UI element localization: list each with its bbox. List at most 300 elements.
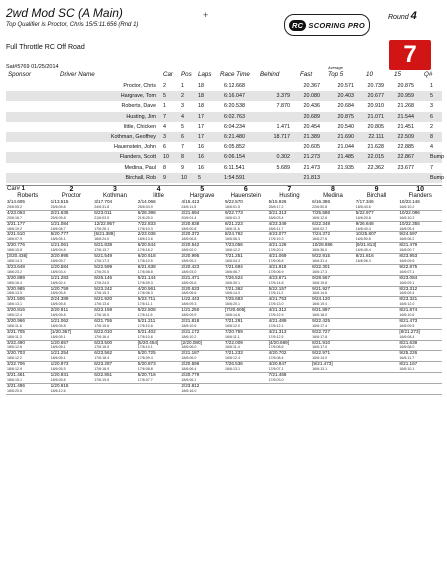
lap-projection: 21/6:25.0 — [137, 215, 153, 220]
lap-time: 4/20.847 — [268, 361, 287, 367]
lap-projection: 18/6:06.8 — [181, 237, 197, 242]
lap-cell — [268, 308, 312, 319]
lap-row — [6, 221, 442, 232]
result-c10: 22.111 — [368, 133, 384, 140]
lap-time: 5/21.144 — [137, 274, 156, 280]
lap-time: 1/21.283 — [50, 274, 69, 280]
lap-cell — [398, 254, 442, 265]
lap-projection: 17/6:24.5 — [94, 280, 110, 285]
lap-time: 5/23.711 — [137, 296, 156, 302]
lap-time: 8/21.479 — [399, 242, 418, 248]
lap-time: 9/21.897 — [312, 307, 331, 313]
lap-driver-name: Kothman — [102, 193, 127, 199]
lap-projection: 16/6:14.6 — [224, 313, 240, 318]
lap-cell — [93, 243, 137, 254]
lap-projection: 17/6:10.8 — [137, 323, 153, 328]
lap-time: 3/20.776 — [7, 242, 25, 248]
lap-row — [6, 254, 442, 265]
result-car: 10 — [163, 154, 169, 161]
lap-time: 4/21.753 — [268, 296, 287, 302]
lap-projection: 16/6:08.4 — [399, 334, 415, 339]
lap-projection: 18/6:00.8 — [181, 226, 197, 231]
track-name: Full Throttle RC Off Road — [6, 44, 85, 51]
lap-cell — [355, 351, 399, 362]
lap-cell — [311, 254, 355, 265]
lap-time: 9/28.567 — [312, 274, 331, 280]
result-row — [6, 112, 442, 122]
lap-cell — [6, 318, 50, 329]
lap-cell — [137, 351, 181, 362]
lap-time: 1/21.250 — [181, 307, 200, 313]
lap-projection: 16/6:17.3 — [312, 269, 328, 274]
result-c15: 21.544 — [397, 113, 414, 120]
result-behind: 5.689 — [276, 164, 290, 171]
lap-time: 9/25.226 — [399, 350, 418, 356]
lap-time: 3/20.816 — [7, 307, 25, 313]
result-driver: Birchall, Rob — [125, 174, 156, 181]
lap-time: 3/20.889 — [7, 274, 25, 280]
lap-time: 8/21.816 — [355, 253, 374, 259]
lap-time: 9/22.971 — [312, 350, 331, 356]
lap-projection: 16/6:06.3 — [224, 237, 240, 242]
lap-cell — [6, 373, 50, 384]
lap-cell — [355, 340, 399, 351]
lap-projection: 18/6:13.1 — [7, 302, 22, 307]
lap-cell — [268, 318, 312, 329]
lap-time: 3/23.648 — [7, 263, 25, 269]
lap-driver-name: Roberts — [17, 193, 39, 199]
lap-projection: 18/6:03.0 — [181, 269, 197, 274]
lap-time: 6/23.562 — [94, 350, 113, 356]
lap-projection: 17/6:07.7 — [137, 377, 153, 382]
lap-time: 6/21.638 — [137, 263, 156, 269]
lap-projection: 16/6:10.1 — [399, 367, 415, 372]
lap-cell — [355, 210, 399, 221]
lap-projection: 17/6:15.6 — [94, 323, 110, 328]
result-row — [6, 91, 442, 101]
lap-cell — [311, 210, 355, 221]
lap-cell — [180, 383, 224, 394]
lap-cell — [224, 200, 268, 210]
lap-cell — [398, 383, 442, 394]
result-top5: 20.403 — [337, 93, 354, 100]
col-10: 10 — [366, 71, 373, 78]
lap-time: 2/14.066 — [137, 199, 156, 204]
lap-cell — [224, 210, 268, 221]
lap-cell — [355, 221, 399, 232]
lap-row — [6, 340, 442, 351]
result-c15: 21.268 — [397, 103, 414, 110]
lap-projection: 18/6:05.8 — [50, 377, 66, 382]
lap-time: 1/20.931 — [50, 372, 69, 377]
lap-driver-name: Birchall — [366, 193, 387, 199]
lap-projection: 16/6:06.2 — [399, 237, 415, 242]
lap-projection: 18/6:19.2 — [7, 226, 22, 231]
lap-projection: 17/6:06.8 — [268, 258, 284, 263]
result-time: 6:06.154 — [224, 154, 245, 161]
lap-projection: 16/6:08.0 — [399, 345, 415, 350]
lap-projection: 18/6:24.0 — [94, 237, 110, 242]
lap-time: 2/21.694 — [181, 209, 200, 215]
lap-car-number: 4 — [156, 186, 161, 193]
lap-time: 9/22.773 — [224, 209, 243, 215]
lap-time: 3/22.490 — [7, 339, 25, 345]
result-pos: 8 — [181, 154, 184, 161]
lap-projection: 24/6:11.5 — [181, 204, 197, 209]
lap-time: 7/26.524 — [224, 274, 243, 280]
lap-projection: 18/6:10.6 — [181, 323, 197, 328]
lap-time: 6/21.755 — [94, 317, 113, 323]
result-c10: 20.677 — [367, 93, 384, 100]
lap-cell — [93, 383, 137, 394]
rc-scoring-pro-logo — [284, 14, 370, 36]
lap-cell — [180, 232, 224, 243]
lap-cell — [93, 318, 137, 329]
lap-projection: 16/6:10.2 — [399, 215, 415, 220]
lap-cell — [268, 275, 312, 286]
lap-projection: 17/6:18.9 — [94, 367, 110, 372]
lap-projection: 17/6:12.5 — [268, 334, 284, 339]
lap-row — [6, 232, 442, 243]
lap-time: 6/28.398 — [137, 209, 156, 215]
lap-time: 6/23.159 — [94, 307, 113, 313]
lap-cell — [6, 286, 50, 297]
lap-car-number: 10 — [416, 186, 425, 193]
lap-cell — [268, 286, 312, 297]
lap-cell — [50, 351, 94, 362]
lap-projection: 17/6:09.4 — [137, 356, 153, 361]
lap-projection: 16/6:31.4 — [312, 258, 328, 263]
lap-cell — [93, 254, 137, 265]
lap-row — [6, 351, 442, 362]
col-fast: Fast — [300, 71, 313, 78]
lap-time: 5/21.402 — [137, 328, 156, 334]
lap-time: 7/22.833 — [137, 220, 156, 226]
lap-row — [6, 200, 442, 210]
lap-time: 2/20.779 — [181, 372, 200, 377]
lap-time: 2/20.372 — [181, 231, 200, 237]
lap-cell — [137, 286, 181, 297]
lap-cell — [50, 308, 94, 319]
lap-time: 5/23.242 — [94, 285, 113, 291]
lap-projection: 17/6:11.2 — [268, 291, 284, 296]
top-qualifier-note: Top Qualifier is Proctor, Chris 15/5:11.656 (Rnd 1) — [6, 22, 139, 28]
lap-projection: 18/6:05.8 — [50, 313, 66, 318]
result-car: 7 — [163, 113, 166, 120]
results-list — [6, 81, 445, 183]
lap-time: 3/20.985 — [7, 285, 25, 291]
lap-projection: 16/6:12.0 — [224, 323, 240, 328]
logo-rc-text: RC — [289, 20, 306, 31]
lap-projection: 17/6:11.1 — [137, 302, 153, 307]
lap-time: 8/23.953 — [399, 253, 418, 259]
result-laps: 17 — [198, 133, 204, 140]
lap-driver-name: Medina — [323, 193, 343, 199]
lap-projection: 25/6:04.9 — [137, 204, 153, 209]
lap-cell — [137, 318, 181, 329]
lap-time: 1/21.062 — [50, 317, 69, 323]
lap-time: 9/24.597 — [399, 231, 418, 237]
lap-cell — [398, 232, 442, 243]
lap-cell — [137, 373, 181, 384]
lap-projection: 16/6:11.7 — [399, 356, 415, 361]
lap-projection: 16/6:12.6 — [312, 215, 328, 220]
lap-time: 8/23.312 — [399, 285, 418, 291]
lap-projection: 16/6:14.6 — [312, 291, 328, 296]
lap-row — [6, 243, 442, 254]
lap-table-car-numbers — [6, 186, 442, 194]
result-car: 1 — [163, 103, 166, 110]
lap-time: 7/21.291 — [224, 317, 243, 323]
lap-cell — [93, 200, 137, 210]
result-c10: 21.628 — [367, 144, 384, 151]
result-q: 7 — [430, 164, 433, 171]
col-laps: Laps — [198, 71, 212, 78]
result-time: 6:04.234 — [224, 123, 245, 130]
result-driver: Hauenstein, John — [114, 144, 156, 151]
lap-time: 1/21.061 — [50, 242, 69, 248]
lap-projection: 16/6:04.3 — [224, 258, 240, 263]
lap-time: [9/21.473] — [312, 361, 333, 367]
lap-cell — [224, 308, 268, 319]
lap-cell — [355, 362, 399, 373]
lap-cell — [311, 351, 355, 362]
lap-cell — [6, 308, 50, 319]
lap-projection: 17/6:13.7 — [94, 248, 110, 253]
result-fast: 20.367 — [303, 83, 320, 89]
result-laps: 18 — [198, 93, 204, 100]
lap-projection: 17/6:06.9 — [268, 269, 284, 274]
lap-time: 7/21.362 — [224, 285, 243, 291]
lap-projection: 16/6:20.1 — [224, 302, 240, 307]
lap-time: [3/20.436] — [7, 253, 28, 259]
result-driver: Proctor, Chris — [123, 83, 156, 89]
lap-cell — [355, 275, 399, 286]
lap-row — [6, 210, 442, 221]
lap-car-number: 1 — [20, 186, 26, 192]
lap-time: 2/21.471 — [181, 274, 200, 280]
col-15: 15 — [394, 71, 401, 78]
lap-row — [6, 286, 442, 297]
result-time: 6:11.541 — [224, 164, 245, 171]
lap-projection: 16/6:17.8 — [312, 334, 328, 339]
lap-cell — [137, 200, 181, 210]
lap-cell — [50, 373, 94, 384]
lap-projection: 18/6:08.7 — [50, 226, 66, 231]
lap-projection: 16/6:14.0 — [312, 356, 328, 361]
lap-cell — [268, 210, 312, 221]
lap-cell — [398, 362, 442, 373]
lap-cell — [6, 340, 50, 351]
result-top5: 21.935 — [337, 164, 354, 171]
lap-projection: 16/6:05.4 — [399, 226, 415, 231]
lap-car-number: 3 — [113, 186, 117, 193]
result-q: 6 — [430, 113, 433, 120]
lap-time: 2/21.818 — [181, 317, 200, 323]
lap-time: 2/20.423 — [181, 263, 200, 269]
lap-cell — [311, 275, 355, 286]
result-car: 5 — [163, 93, 166, 100]
lap-time: 10/28.886 — [312, 242, 333, 248]
lap-projection: 18/6:06.4 — [181, 367, 197, 372]
lap-table-label: Car# 1 — [7, 186, 26, 192]
lap-projection: 16/6:40.4 — [355, 226, 371, 231]
lap-cell — [93, 286, 137, 297]
lap-cell — [268, 340, 312, 351]
lap-projection: 18/6:14.3 — [7, 258, 22, 263]
lap-projection: 18/6:12.6 — [50, 388, 66, 393]
result-pos: 2 — [181, 93, 184, 100]
lap-time: 2/23.812 — [181, 382, 200, 388]
race-title: 2wd Mod SC (A Main) — [6, 6, 123, 20]
lap-projection: 18/6:10.2 — [181, 334, 197, 339]
lap-table — [6, 185, 442, 395]
lap-cell — [180, 373, 224, 384]
lap-time: 3/21.313 — [268, 209, 287, 215]
lap-driver-name: Husting — [279, 193, 300, 199]
lap-car-number: 7 — [287, 186, 292, 193]
lap-projection: 18/6:11.3 — [7, 334, 22, 339]
lap-projection: 18/6:20.8 — [355, 215, 371, 220]
lap-cell — [268, 200, 312, 210]
result-row — [6, 122, 442, 132]
lap-cell — [137, 297, 181, 308]
lap-cell — [311, 232, 355, 243]
lap-cell — [224, 286, 268, 297]
lap-cell — [137, 275, 181, 286]
result-q: 1 — [430, 83, 433, 89]
lap-cell — [50, 383, 94, 394]
lap-time: 1/13.515 — [50, 199, 69, 204]
lap-projection: 18/6:12.2 — [7, 356, 22, 361]
lap-cell — [224, 340, 268, 351]
lap-time: 8/21.167 — [399, 361, 418, 367]
lap-time: 6/23.287 — [94, 361, 113, 367]
lap-time: 2/20.633 — [181, 285, 200, 291]
result-pos: 10 — [181, 174, 187, 181]
lap-cell — [180, 351, 224, 362]
lap-projection: 16/6:45.4 — [355, 248, 371, 253]
lap-cell — [93, 221, 137, 232]
lap-projection: 16/6:01.5 — [224, 204, 240, 209]
result-driver: Flanders, Scott — [119, 154, 156, 161]
lap-cell — [398, 340, 442, 351]
lap-driver-name: Hargrave — [189, 193, 215, 199]
lap-projection: 25/6:17.2 — [268, 204, 284, 209]
result-time: 6:16.047 — [224, 93, 245, 100]
lap-cell — [180, 243, 224, 254]
lap-time: 1/20.916 — [50, 382, 69, 388]
result-pos: 4 — [181, 113, 184, 120]
lap-projection: 16/6:09.5 — [399, 323, 415, 328]
lap-projection: 18/6:05.7 — [50, 258, 66, 263]
lap-cell — [398, 275, 442, 286]
col-behind: Behind — [260, 71, 280, 78]
lap-row — [6, 297, 442, 308]
result-car: 6 — [163, 144, 166, 151]
lap-time: 6/22.010 — [94, 328, 113, 334]
lap-cell — [50, 264, 94, 275]
lap-time: 2/20.838 — [181, 220, 200, 226]
result-fast: 21.813 — [303, 174, 320, 181]
lap-cell — [355, 232, 399, 243]
lap-time: 1/21.254 — [50, 350, 69, 356]
lap-cell — [50, 254, 94, 265]
col-sponsor: Sponsor — [8, 71, 32, 78]
result-q: 5 — [430, 93, 433, 100]
lap-cell — [180, 340, 224, 351]
lap-projection: 22/6:50.8 — [312, 204, 328, 209]
lap-projection: 17/6:08.4 — [268, 356, 284, 361]
lap-projection: 17/6:08.6 — [268, 345, 284, 350]
lap-time: 6/16.386 — [312, 199, 331, 204]
lap-projection: 17/6:26.1 — [94, 226, 110, 231]
lap-projection: 18/6:05.8 — [50, 323, 66, 328]
col-car: Car — [163, 71, 173, 78]
lap-projection: 18/6:20.5 — [7, 388, 22, 393]
lap-cell — [6, 329, 50, 340]
lap-time: 5/20.716 — [137, 372, 156, 377]
result-behind: 0.302 — [276, 154, 290, 161]
lap-cell — [180, 318, 224, 329]
lap-cell — [398, 329, 442, 340]
result-top5: 20.571 — [337, 83, 354, 89]
lap-projection: 16/6:19.4 — [312, 302, 328, 307]
lap-projection: 17/6:06.3 — [137, 291, 153, 296]
lap-time: 2/20.995 — [50, 253, 69, 259]
lap-cell — [6, 254, 50, 265]
lap-cell — [268, 264, 312, 275]
lap-cell — [180, 297, 224, 308]
result-c15: 20.959 — [397, 93, 414, 100]
lap-time: 1/20.759 — [50, 285, 69, 291]
lap-projection: 16/6:13.1 — [312, 367, 328, 372]
lap-cell — [311, 243, 355, 254]
lap-time: 4/23.063 — [7, 209, 25, 215]
lap-time: 2/21.172 — [181, 328, 200, 334]
lap-projection: 18/6:06.1 — [181, 377, 197, 382]
lap-cell — [137, 264, 181, 275]
result-car: 4 — [163, 123, 166, 130]
result-driver: Hargrave, Tom — [120, 93, 156, 100]
lap-projection: 18/6:05.1 — [50, 356, 66, 361]
lap-cell — [268, 362, 312, 373]
lap-projection: 17/6:18.4 — [94, 356, 110, 361]
lap-cell — [50, 297, 94, 308]
result-time: 6:20.538 — [224, 103, 245, 110]
lap-row — [6, 383, 442, 394]
lap-cell — [6, 243, 50, 254]
lap-time: 6/22.851 — [94, 372, 113, 377]
lap-cell — [224, 232, 268, 243]
result-car: 8 — [163, 164, 166, 171]
result-q: Bump — [430, 154, 445, 161]
lap-projection: 16/6:09.1 — [399, 280, 415, 285]
lap-cell — [50, 362, 94, 373]
col-q: Q# — [424, 71, 433, 78]
lap-projection: 16/6:27.6 — [312, 237, 328, 242]
result-row — [6, 81, 442, 91]
lap-cell — [93, 308, 137, 319]
lap-row — [6, 318, 442, 329]
lap-time: 6/22.348 — [312, 220, 331, 226]
lap-projection: 18/6:05.8 — [50, 302, 66, 307]
result-c15: 21.451 — [397, 123, 414, 130]
lap-projection: 18/6:05.1 — [50, 237, 66, 242]
lap-cell — [180, 286, 224, 297]
lap-cell — [398, 308, 442, 319]
lap-time: 5/22.599 — [94, 263, 113, 269]
